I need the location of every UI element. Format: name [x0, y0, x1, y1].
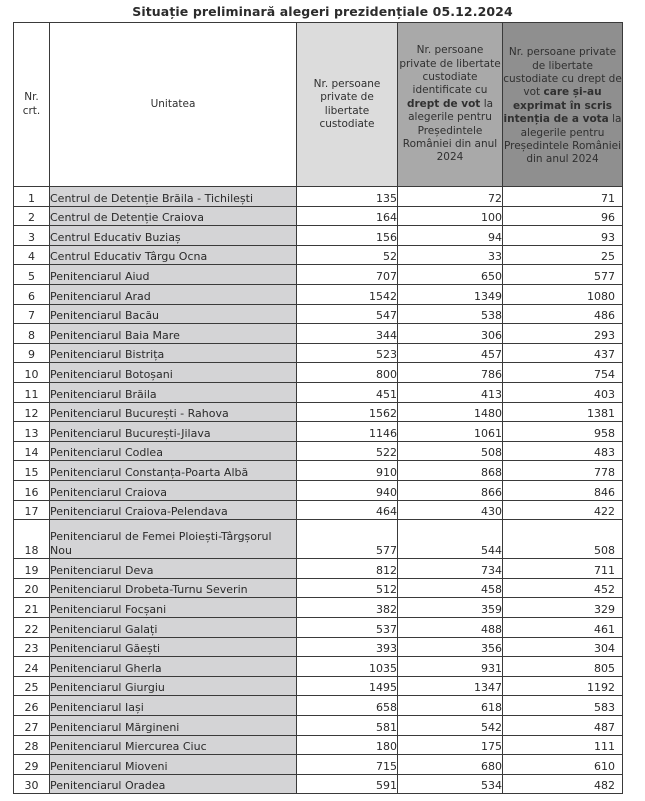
table-row [14, 735, 623, 755]
table-row [14, 598, 623, 618]
table-row [14, 657, 623, 677]
cell-unitatea: Penitenciarul Drobeta-Turnu Severin [50, 578, 297, 598]
cell-unitatea: Centrul de Detenție Craiova [50, 206, 297, 226]
cell-custodiate: 522 [297, 441, 398, 461]
cell-intentie: 778 [503, 461, 623, 481]
table-row [14, 284, 623, 304]
cell-intentie: 846 [503, 480, 623, 500]
cell-drept-vot: 488 [398, 618, 503, 638]
table-row [14, 363, 623, 383]
cell-unitatea: Penitenciarul Giurgiu [50, 676, 297, 696]
cell-drept-vot: 430 [398, 500, 503, 520]
table-row [14, 637, 623, 657]
cell-drept-vot: 1061 [398, 422, 503, 442]
cell-nr-crt: 5 [14, 265, 50, 285]
cell-intentie: 1381 [503, 402, 623, 422]
table-row [14, 755, 623, 775]
cell-intentie: 96 [503, 206, 623, 226]
cell-custodiate: 591 [297, 774, 398, 794]
cell-drept-vot: 544 [398, 520, 503, 559]
cell-unitatea: Penitenciarul Craiova-Pelendava [50, 500, 297, 520]
cell-drept-vot: 72 [398, 187, 503, 207]
table-body [14, 187, 623, 794]
cell-intentie: 508 [503, 520, 623, 559]
cell-custodiate: 812 [297, 559, 398, 579]
cell-nr-crt: 6 [14, 284, 50, 304]
header-drept-vot-bold: drept de vot [406, 97, 481, 110]
cell-unitatea: Centrul Educativ Târgu Ocna [50, 245, 297, 265]
cell-custodiate: 707 [297, 265, 398, 285]
cell-intentie: 329 [503, 598, 623, 618]
cell-nr-crt: 2 [14, 206, 50, 226]
cell-custodiate: 164 [297, 206, 398, 226]
cell-nr-crt: 20 [14, 578, 50, 598]
cell-intentie: 452 [503, 578, 623, 598]
cell-intentie: 304 [503, 637, 623, 657]
cell-custodiate: 344 [297, 324, 398, 344]
cell-unitatea: Penitenciarul Aiud [50, 265, 297, 285]
cell-drept-vot: 413 [398, 382, 503, 402]
cell-custodiate: 1562 [297, 402, 398, 422]
cell-drept-vot: 1349 [398, 284, 503, 304]
cell-nr-crt: 3 [14, 226, 50, 246]
cell-unitatea: Penitenciarul Miercurea Ciuc [50, 735, 297, 755]
cell-unitatea: Penitenciarul București-Jilava [50, 422, 297, 442]
header-intentie-bold: care și-au exprimat în scris intenția de a vota [503, 86, 613, 126]
cell-unitatea: Penitenciarul Baia Mare [50, 324, 297, 344]
cell-unitatea: Penitenciarul Galați [50, 618, 297, 638]
cell-drept-vot: 650 [398, 265, 503, 285]
cell-nr-crt: 16 [14, 480, 50, 500]
cell-unitatea: Centrul de Detenție Brăila - Tichilești [50, 187, 297, 207]
cell-unitatea: Penitenciarul Mărgineni [50, 716, 297, 736]
cell-custodiate: 393 [297, 637, 398, 657]
cell-drept-vot: 538 [398, 304, 503, 324]
cell-intentie: 805 [503, 657, 623, 677]
table-row [14, 265, 623, 285]
cell-custodiate: 1035 [297, 657, 398, 677]
cell-nr-crt: 22 [14, 618, 50, 638]
cell-drept-vot: 457 [398, 343, 503, 363]
cell-nr-crt: 28 [14, 735, 50, 755]
table-row [14, 304, 623, 324]
cell-intentie: 610 [503, 755, 623, 775]
cell-drept-vot: 542 [398, 716, 503, 736]
cell-intentie: 754 [503, 363, 623, 383]
cell-unitatea: Centrul Educativ Buziaș [50, 226, 297, 246]
cell-intentie: 487 [503, 716, 623, 736]
cell-drept-vot: 931 [398, 657, 503, 677]
header-intentie [503, 23, 623, 187]
cell-custodiate: 1495 [297, 676, 398, 696]
cell-nr-crt: 12 [14, 402, 50, 422]
table-row [14, 324, 623, 344]
cell-intentie: 293 [503, 324, 623, 344]
table-row [14, 480, 623, 500]
cell-intentie: 71 [503, 187, 623, 207]
cell-nr-crt: 25 [14, 676, 50, 696]
table-row [14, 559, 623, 579]
header-drept-vot-post: la alegerile pentru Președintele României din anul 2024 [402, 97, 498, 164]
cell-unitatea: Penitenciarul Oradea [50, 774, 297, 794]
cell-drept-vot: 866 [398, 480, 503, 500]
cell-custodiate: 180 [297, 735, 398, 755]
header-drept-vot [398, 23, 503, 187]
cell-drept-vot: 356 [398, 637, 503, 657]
table-row [14, 402, 623, 422]
cell-intentie: 483 [503, 441, 623, 461]
table-row [14, 187, 623, 207]
cell-custodiate: 512 [297, 578, 398, 598]
cell-nr-crt: 26 [14, 696, 50, 716]
cell-drept-vot: 734 [398, 559, 503, 579]
cell-custodiate: 382 [297, 598, 398, 618]
cell-nr-crt: 8 [14, 324, 50, 344]
cell-nr-crt: 21 [14, 598, 50, 618]
cell-custodiate: 658 [297, 696, 398, 716]
cell-nr-crt: 27 [14, 716, 50, 736]
cell-unitatea: Penitenciarul Focșani [50, 598, 297, 618]
table-row [14, 618, 623, 638]
cell-intentie: 577 [503, 265, 623, 285]
cell-unitatea: Penitenciarul Iași [50, 696, 297, 716]
cell-nr-crt: 29 [14, 755, 50, 775]
cell-drept-vot: 458 [398, 578, 503, 598]
cell-unitatea: Penitenciarul Gherla [50, 657, 297, 677]
cell-intentie: 93 [503, 226, 623, 246]
table-row [14, 696, 623, 716]
cell-custodiate: 135 [297, 187, 398, 207]
cell-nr-crt: 18 [14, 520, 50, 559]
cell-custodiate: 156 [297, 226, 398, 246]
cell-unitatea: Penitenciarul Bacău [50, 304, 297, 324]
header-custodiate: Nr. persoane private de libertate custodiate [297, 23, 398, 187]
cell-intentie: 422 [503, 500, 623, 520]
cell-unitatea: Penitenciarul Codlea [50, 441, 297, 461]
cell-custodiate: 537 [297, 618, 398, 638]
table-row [14, 226, 623, 246]
cell-drept-vot: 1347 [398, 676, 503, 696]
table-row [14, 422, 623, 442]
cell-intentie: 583 [503, 696, 623, 716]
cell-nr-crt: 9 [14, 343, 50, 363]
cell-unitatea: Penitenciarul Craiova [50, 480, 297, 500]
cell-drept-vot: 618 [398, 696, 503, 716]
cell-nr-crt: 30 [14, 774, 50, 794]
cell-drept-vot: 786 [398, 363, 503, 383]
cell-intentie: 1192 [503, 676, 623, 696]
cell-drept-vot: 33 [398, 245, 503, 265]
cell-custodiate: 715 [297, 755, 398, 775]
cell-intentie: 25 [503, 245, 623, 265]
table-row [14, 206, 623, 226]
cell-custodiate: 1542 [297, 284, 398, 304]
cell-custodiate: 464 [297, 500, 398, 520]
table-row [14, 500, 623, 520]
table-row [14, 343, 623, 363]
table-row [14, 774, 623, 794]
cell-custodiate: 910 [297, 461, 398, 481]
election-table [13, 22, 623, 794]
cell-intentie: 1080 [503, 284, 623, 304]
cell-nr-crt: 23 [14, 637, 50, 657]
cell-unitatea: Penitenciarul Arad [50, 284, 297, 304]
table-row [14, 382, 623, 402]
cell-unitatea: Penitenciarul București - Rahova [50, 402, 297, 422]
cell-nr-crt: 15 [14, 461, 50, 481]
cell-nr-crt: 1 [14, 187, 50, 207]
cell-custodiate: 547 [297, 304, 398, 324]
cell-custodiate: 577 [297, 520, 398, 559]
table-row [14, 441, 623, 461]
cell-nr-crt: 17 [14, 500, 50, 520]
table-row [14, 461, 623, 481]
table-row [14, 245, 623, 265]
cell-nr-crt: 24 [14, 657, 50, 677]
cell-nr-crt: 14 [14, 441, 50, 461]
table-row [14, 578, 623, 598]
cell-custodiate: 523 [297, 343, 398, 363]
cell-nr-crt: 4 [14, 245, 50, 265]
cell-custodiate: 1146 [297, 422, 398, 442]
cell-unitatea: Penitenciarul Constanța-Poarta Albă [50, 461, 297, 481]
cell-drept-vot: 680 [398, 755, 503, 775]
cell-unitatea: Penitenciarul Mioveni [50, 755, 297, 775]
cell-nr-crt: 7 [14, 304, 50, 324]
cell-drept-vot: 534 [398, 774, 503, 794]
cell-intentie: 711 [503, 559, 623, 579]
cell-nr-crt: 13 [14, 422, 50, 442]
cell-unitatea: Penitenciarul de Femei Ploiești-Târgșorul Nou [50, 520, 297, 559]
cell-drept-vot: 868 [398, 461, 503, 481]
header-nr-crt: Nr. crt. [14, 23, 50, 187]
cell-drept-vot: 100 [398, 206, 503, 226]
cell-intentie: 958 [503, 422, 623, 442]
cell-unitatea: Penitenciarul Brăila [50, 382, 297, 402]
table-row [14, 676, 623, 696]
table-row [14, 520, 623, 559]
cell-unitatea: Penitenciarul Bistrița [50, 343, 297, 363]
cell-nr-crt: 19 [14, 559, 50, 579]
cell-custodiate: 581 [297, 716, 398, 736]
cell-nr-crt: 10 [14, 363, 50, 383]
cell-nr-crt: 11 [14, 382, 50, 402]
cell-drept-vot: 94 [398, 226, 503, 246]
table-row [14, 716, 623, 736]
cell-unitatea: Penitenciarul Deva [50, 559, 297, 579]
table-header [14, 23, 623, 187]
cell-drept-vot: 508 [398, 441, 503, 461]
cell-drept-vot: 175 [398, 735, 503, 755]
header-intentie-post: la alegerile pentru Președintele României din anul 2024 [503, 113, 622, 166]
cell-intentie: 461 [503, 618, 623, 638]
cell-intentie: 486 [503, 304, 623, 324]
header-intentie-pre: Nr. persoane private de libertate custodiate cu drept de vot [503, 46, 622, 99]
cell-drept-vot: 359 [398, 598, 503, 618]
cell-intentie: 111 [503, 735, 623, 755]
cell-custodiate: 800 [297, 363, 398, 383]
cell-unitatea: Penitenciarul Botoșani [50, 363, 297, 383]
cell-unitatea: Penitenciarul Găești [50, 637, 297, 657]
cell-intentie: 482 [503, 774, 623, 794]
cell-intentie: 437 [503, 343, 623, 363]
cell-custodiate: 52 [297, 245, 398, 265]
cell-custodiate: 451 [297, 382, 398, 402]
cell-drept-vot: 306 [398, 324, 503, 344]
document-title: Situație preliminară alegeri prezidențiale 05.12.2024 [132, 4, 513, 19]
cell-intentie: 403 [503, 382, 623, 402]
header-unitatea: Unitatea [50, 23, 297, 187]
cell-custodiate: 940 [297, 480, 398, 500]
header-drept-vot-pre: Nr. persoane private de libertate custodiate identificate cu [399, 44, 501, 97]
cell-drept-vot: 1480 [398, 402, 503, 422]
